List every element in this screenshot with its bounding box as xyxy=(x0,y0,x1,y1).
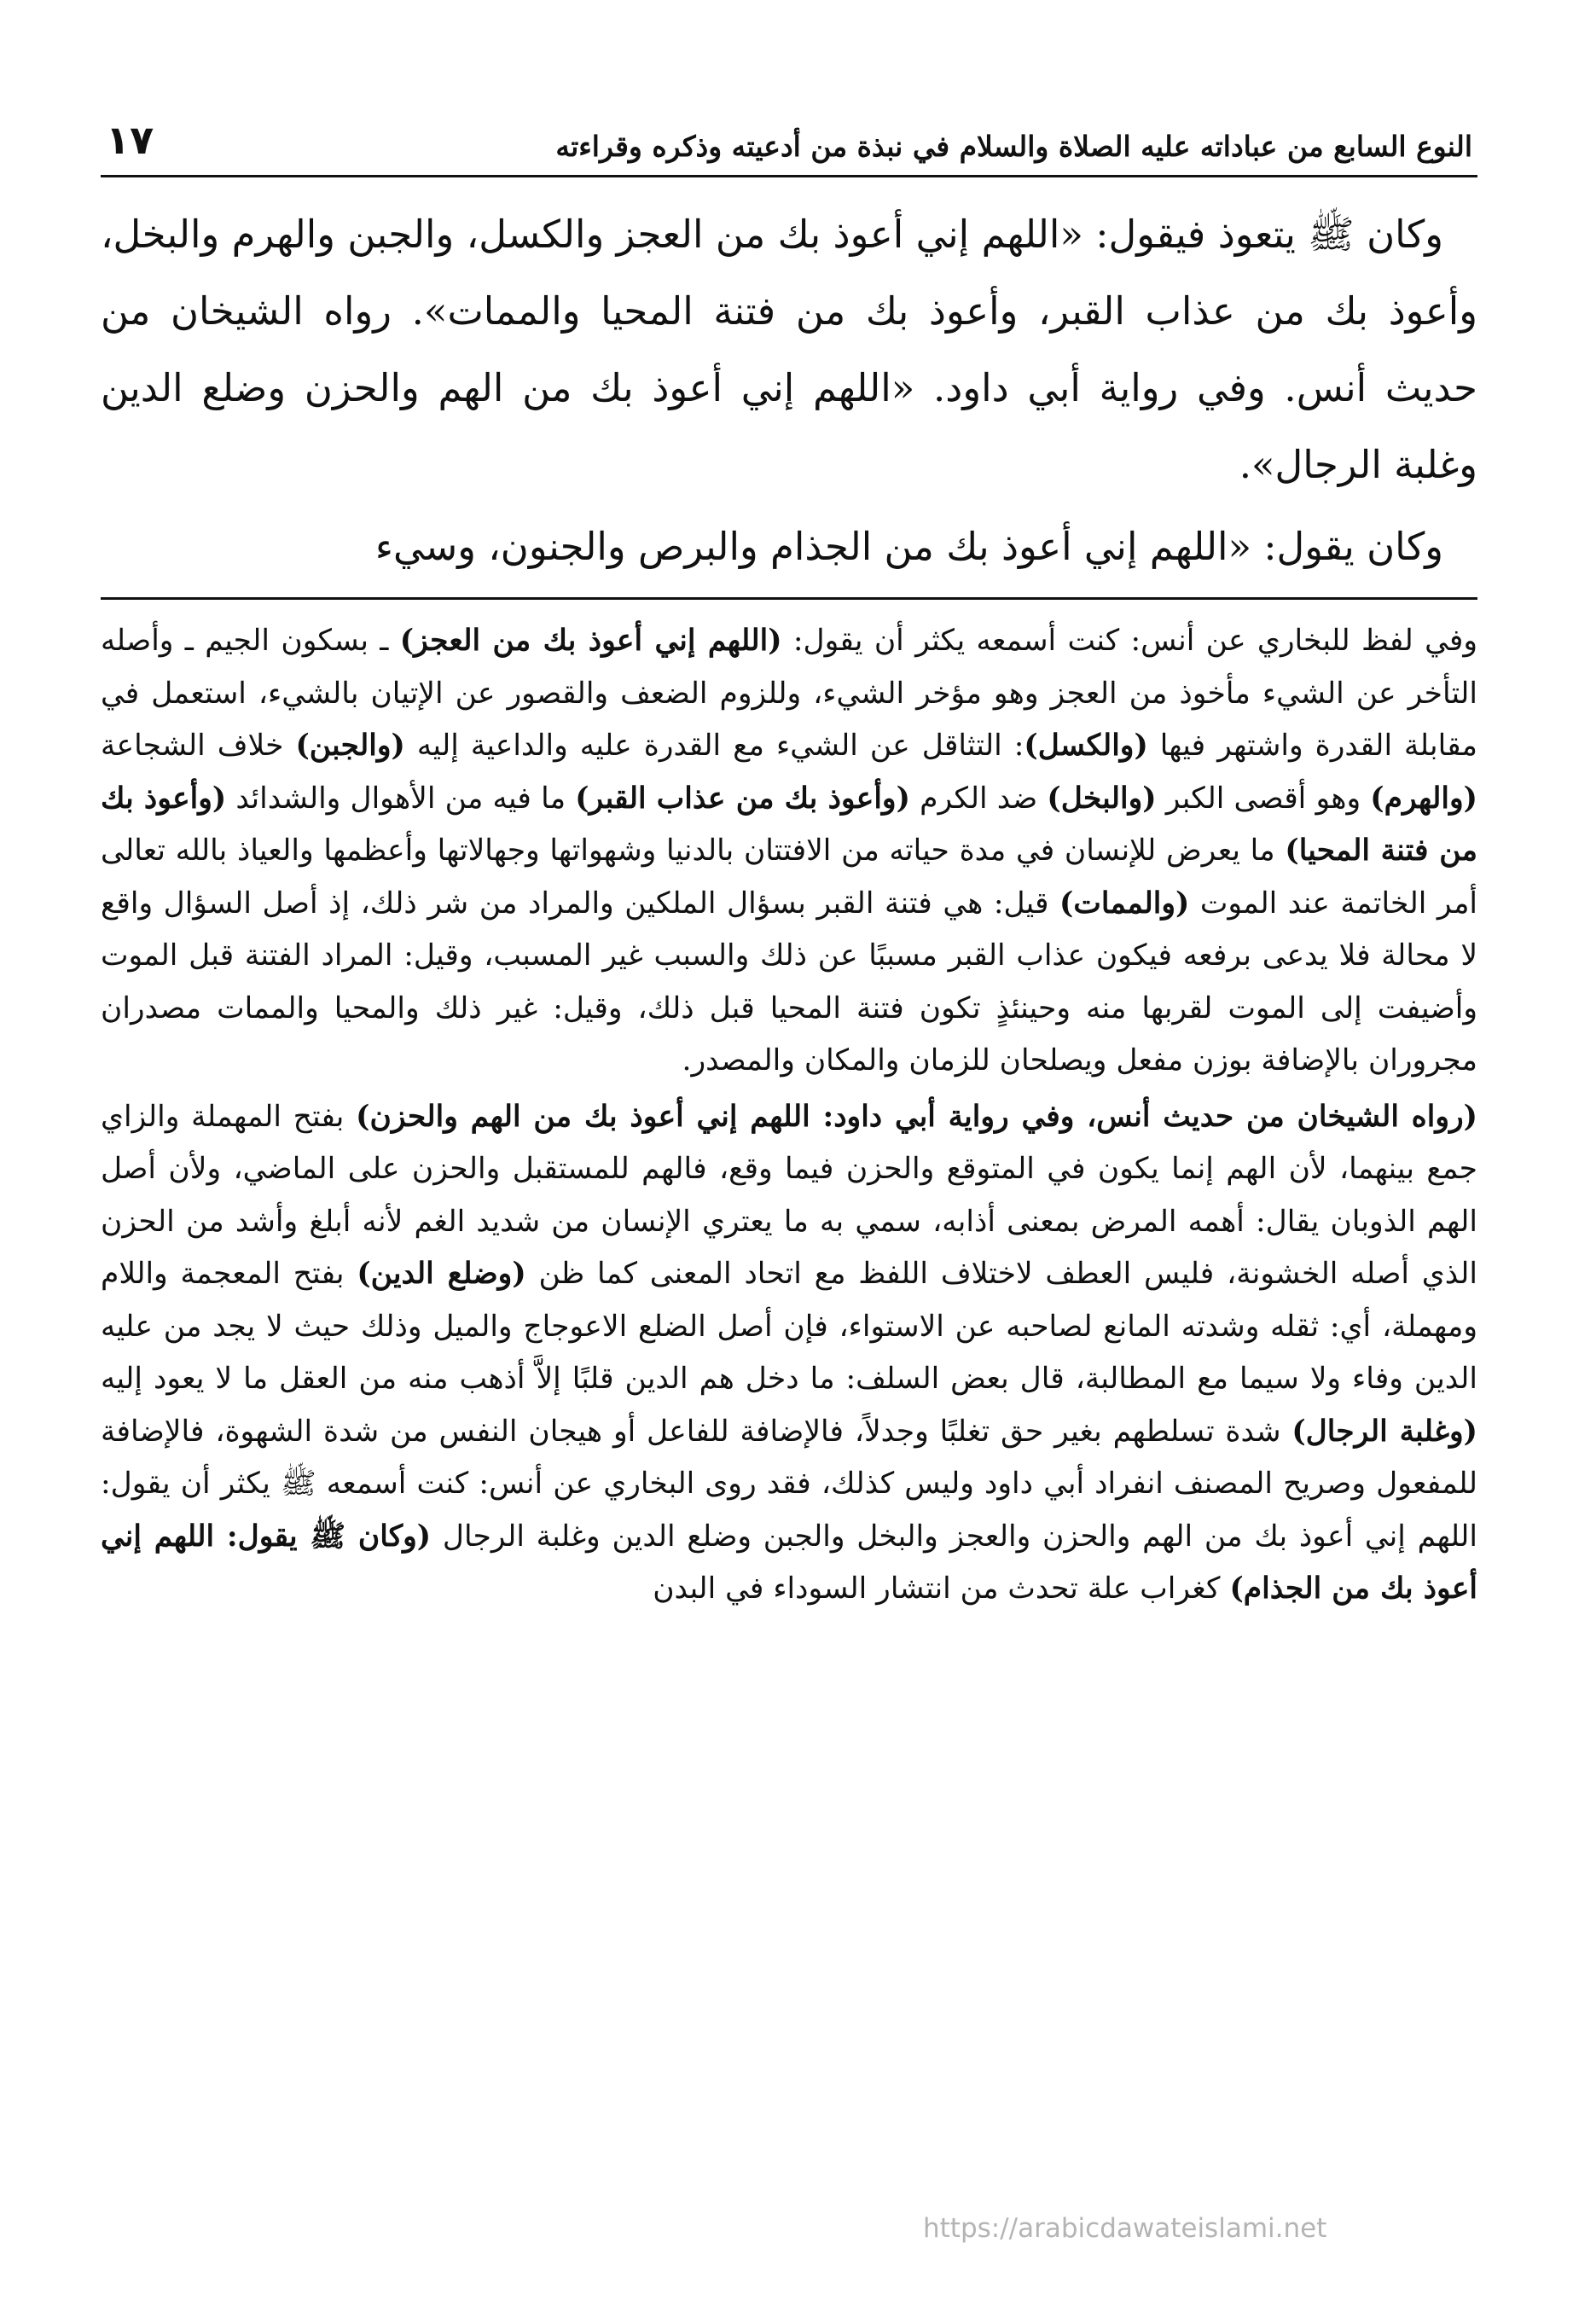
commentary xyxy=(101,615,1477,1616)
commentary-term: (وغلبة الرجال) xyxy=(1291,1414,1477,1449)
commentary-text: كغراب علة تحدث من انتشار السوداء في البدن xyxy=(653,1572,1230,1606)
commentary-term: (والجبن) xyxy=(295,729,405,763)
commentary-text: ـ بسكون الجيم ـ وأصله التأخر عن الشيء مأخوذ من العجز وهو مؤخر الشيء، وللزوم الضعف والقصور عن الإتيان بالشيء، استعمل في مقابلة القدرة واشتهر فيها xyxy=(101,624,1478,763)
commentary-term: (وأعوذ بك من فتنة المحيا) xyxy=(101,781,1477,868)
commentary-term: (وضلع الدين) xyxy=(357,1257,526,1291)
commentary-term: (والبخل) xyxy=(1047,781,1157,816)
commentary-term: (اللهم إني أعوذ بك من العجز) xyxy=(399,624,782,658)
main-paragraph-1: وكان ﷺ يتعوذ فيقول: «اللهم إني أعوذ بك من العجز والكسل، والجبن والهرم والبخل، وأعوذ بك من عذاب القبر، وأعوذ بك من فتنة المحيا والممات». رواه الشيخان من حديث أنس. وفي رواية أبي داود. «اللهم إني أعوذ بك من الهم والحزن وضلع الدين وغلبة الرجال». xyxy=(101,212,1477,487)
running-title: النوع السابع من عباداته عليه الصلاة والسلام في نبذة من أدعيته وذكره وقراءته xyxy=(555,130,1472,163)
page-number: ١٧ xyxy=(106,117,154,163)
commentary-text: : التثاقل عن الشيء مع القدرة عليه والداعية إليه xyxy=(404,729,1024,763)
commentary-text: قيل: هي فتنة القبر بسؤال الملكين والمراد من شر ذلك، إذ أصل السؤال واقع لا محالة فلا يدعى برفعه فيكون عذاب القبر مسببًا عن ذلك والسبب غير المسبب، وقيل: المراد الفتنة قبل الموت وأضيفت إلى الموت لقربها منه وحينئذٍ تكون فتنة المحيا قبل ذلك، وقيل: غير ذلك والمحيا والممات مصدران مجروران بالإضافة بوزن مفعل ويصلحان للزمان والمكان والمصدر. xyxy=(101,886,1477,1078)
commentary-term: (وأعوذ بك من عذاب القبر) xyxy=(575,781,910,816)
commentary-term: (والكسل) xyxy=(1024,729,1148,763)
commentary-term: (والممات) xyxy=(1059,886,1190,921)
commentary-text: وفي لفظ للبخاري عن أنس: كنت أسمعه يكثر أن يقول: xyxy=(781,624,1477,658)
book-page xyxy=(101,90,1477,2274)
commentary-text: وهو أقصى الكبر xyxy=(1156,781,1371,816)
commentary-term: (وكان ﷺ يقول: اللهم إني أعوذ بك من الجذام) xyxy=(101,1519,1477,1606)
header-rule xyxy=(101,175,1477,177)
commentary-term: (والهرم) xyxy=(1370,781,1477,816)
footnote-separator xyxy=(101,597,1477,600)
commentary-text: ما فيه من الأهوال والشدائد xyxy=(226,781,576,816)
commentary-paragraph-1 xyxy=(101,615,1477,1088)
page-header xyxy=(101,90,1477,163)
commentary-text: بفتح المهملة والزاي جمع بينهما، لأن الهم إنما يكون في المتوقع والحزن فيما وقع، فالهم للمستقبل والحزن على الماضي، ولأن أصل الهم الذوبان يقال: أهمه المرض بمعنى أذابه، سمي به ما يعتري الإنسان من شديد الغم لأنه أبلغ وأشد من الحزن الذي أصله الخشونة، فليس العطف لاختلاف اللفظ مع اتحاد المعنى كما ظن xyxy=(101,1099,1477,1291)
commentary-paragraph-2 xyxy=(101,1091,1477,1616)
main-paragraph-2: وكان يقول: «اللهم إني أعوذ بك من الجذام والبرص والجنون، وسيء xyxy=(374,524,1443,569)
commentary-text: خلاف الشجاعة xyxy=(101,729,296,763)
commentary-text: ما يعرض للإنسان في مدة حياته من الافتتان بالدنيا وشهواتها وجهالاتها وأعظمها والعياذ بالله تعالى أمر الخاتمة عند الموت xyxy=(101,834,1478,921)
main-text xyxy=(101,196,1477,585)
commentary-text: بفتح المعجمة واللام ومهملة، أي: ثقله وشدته المانع لصاحبه عن الاستواء، فإن أصل الضلع الاعوجاج والميل وذلك حيث لا يجد من عليه الدين وفاء ولا سيما مع المطالبة، قال بعض السلف: ما دخل هم الدين قلبًا إلاَّ أذهب منه من العقل ما لا يعود إليه xyxy=(101,1257,1477,1396)
commentary-term: (رواه الشيخان من حديث أنس، وفي رواية أبي داود: اللهم إني أعوذ بك من الهم والحزن) xyxy=(356,1099,1477,1134)
commentary-text: ضد الكرم xyxy=(909,781,1048,816)
commentary-text: شدة تسلطهم بغير حق تغلبًا وجدلاً، فالإضافة للفاعل أو هيجان النفس من شدة الشهوة، فالإضافة للمفعول وصريح المصنف انفراد أبي داود وليس كذلك، فقد روى البخاري عن أنس: كنت أسمعه ﷺ يكثر أن يقول: اللهم إني أعوذ بك من الهم والحزن والعجز والبخل والجبن وضلع الدين وغلبة الرجال xyxy=(101,1414,1478,1554)
source-watermark: https://arabicdawateislami.net xyxy=(923,2213,1327,2244)
